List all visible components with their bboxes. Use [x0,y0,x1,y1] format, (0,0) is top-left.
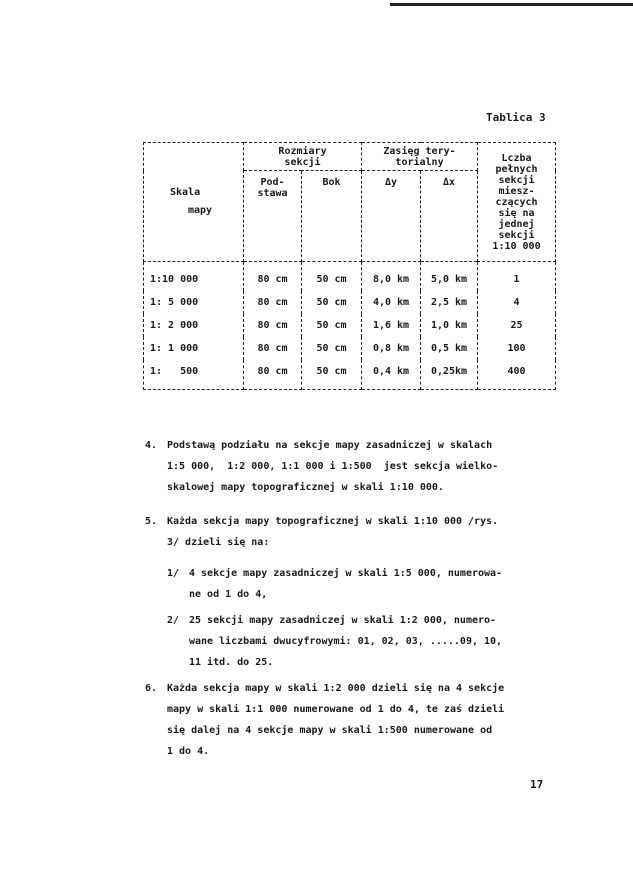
table-caption: Tablica 3 [486,111,546,124]
table-row: 1: 500 80 cm 50 cm 0,4 km 0,25km 400 [144,360,556,390]
scale-table [143,142,556,390]
header-dy: Δy [362,171,421,262]
header-rozmiary: Rozmiary sekcji [244,143,362,171]
header-podstawa: Pod- stawa [244,171,302,262]
paragraph-5-item-1: 1/ 4 sekcje mapy zasadniczej w skali 1:5 000, numerowa- ne od 1 do 4, [167,568,503,600]
header-bok: Bok [302,171,362,262]
table-row: 1:10 000 80 cm 50 cm 8,0 km 5,0 km 1 [144,262,556,292]
table-row: 1: 1 000 80 cm 50 cm 0,8 km 0,5 km 100 [144,337,556,360]
paragraph-5-item-2: 2/ 25 sekcji mapy zasadniczej w skali 1:2 000, numero- wane liczbami dwucyfrowymi: 01, 02, 03, .....09, 10, 11 itd. do 25. [167,615,503,668]
top-edge-line [390,3,633,6]
paragraph-4: 4. Podstawą podziału na sekcje mapy zasadniczej w skalach 1:5 000, 1:2 000, 1:1 000 i 1:500 jest sekcja wielko- skalowej mapy topograficznej w skali 1:10 000. [145,440,499,493]
paragraph-5: 5. Każda sekcja mapy topograficznej w skali 1:10 000 /rys. 3/ dzieli się na: [145,516,499,548]
header-zasieg: Zasięg tery- torialny [362,143,478,171]
header-dx: Δx [421,171,478,262]
header-skala: Skala mapy [144,143,244,262]
header-liczba: Lczba pełnych sekcji miesz- czących się na jednej sekcji 1:10 000 [478,143,556,262]
page-number: 17 [530,778,544,791]
table-row: 1: 5 000 80 cm 50 cm 4,0 km 2,5 km 4 [144,291,556,314]
paragraph-6: 6. Każda sekcja mapy w skali 1:2 000 dzieli się na 4 sekcje mapy w skali 1:1 000 numerowane od 1 do 4, te zaś dzieli się dalej na 4 sekcje mapy w skali 1:500 numerowane od 1 do 4. [145,683,505,757]
table-row: 1: 2 000 80 cm 50 cm 1,6 km 1,0 km 25 [144,314,556,337]
